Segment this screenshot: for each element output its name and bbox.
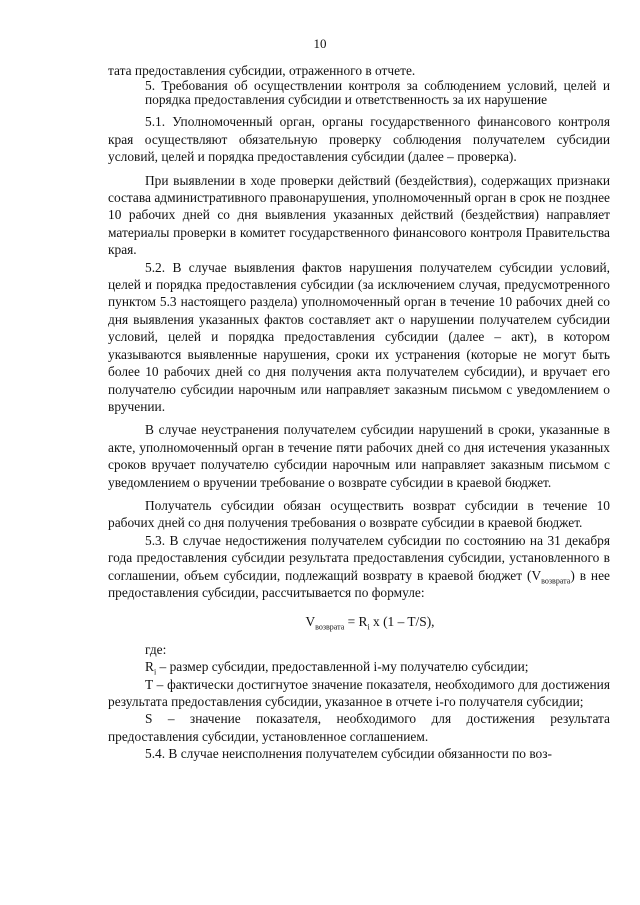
- section-heading-text: Требования об осуществлении контроля за соблюдением условий, целей и порядка предоставления субсидии и ответственность за их нарушение: [145, 78, 610, 108]
- definition-r: $R_i$ – размер субсидии, предоставленной i-му получателю субсидии;: [145, 659, 529, 677]
- paragraph-non-elimination: В случае неустранения получателем субсидии нарушений в сроки, указанные в акте, уполномоченный орган в течение пяти рабочих дней со дня истечения указанных сроков вручает получателю субсидии нарочным или направляет заказным письмом с уведомлением о вручении требование о возврате субсидии в краевой бюджет.: [108, 422, 610, 490]
- paragraph-5-1: 5.1. Уполномоченный орган, органы государственного финансового контроля края осуществляют обязательную проверку соблюдения получателем субсидии условий, целей и порядка предоставления субсидии (далее – проверка).: [108, 114, 610, 165]
- paragraph-return-obligation: Получатель субсидии обязан осуществить возврат субсидии в течение 10 рабочих дней со дня получения требования о возврате субсидии в краевой бюджет.: [108, 497, 610, 531]
- paragraph-5-2: 5.2. В случае выявления фактов нарушения получателем субсидии условий, целей и порядка предоставления субсидии (за исключением случая, предусмотренного пунктом 5.3 настоящего раздела) уполномоченный орган в течение 10 рабочих дней со дня выявления указанных фактов составляет акт о нарушении получателем субсидии условий, целей и порядка предоставления субсидии (далее – акт), в котором указываются выявленные нарушения, сроки их устранения (которые не могут быть более 10 рабочих дней со дня получения акта получателем субсидии), и вручает его получателю субсидии нарочным или направляет заказным письмом с уведомлением о вручении.: [108, 259, 610, 414]
- formula: $V_{возврата} = R_i$ x (1 – T/S),: [305, 614, 435, 633]
- paragraph-5-4: 5.4. В случае неисполнения получателем субсидии обязанности по воз-: [145, 746, 552, 762]
- definition-s: S – значение показателя, необходимого для достижения результата предоставления субсидии, установленное соглашением.: [108, 711, 610, 744]
- definition-t: T – фактически достигнутое значение показателя, необходимого для достижения результата предоставления субсидии, указанное в отчете i-го получателя субсидии;: [108, 676, 610, 709]
- where-label: где:: [145, 641, 167, 657]
- page-number: 10: [313, 36, 327, 51]
- section-heading-number: 5.: [145, 78, 156, 94]
- paragraph-5-3: 5.3. В случае недостижения получателем субсидии по состоянию на 31 декабря года предоставления субсидии результата предоставления субсидии, установленного в соглашении, объем субсидии, подлежащий возврату в краевой бюджет $(V_{возврата})$ в нее предоставления субсидии, рассчитывается по формуле:: [108, 532, 610, 600]
- paragraph-violations: При выявлении в ходе проверки действий (бездействия), содержащих признаки состава административного правонарушения, уполномоченный орган в срок не позднее 10 рабочих дней со дня выявления указанных действий (бездействия) направляет материалы проверки в комитет государственного финансового контроля Правительства края.: [108, 172, 610, 258]
- paragraph-continuation: тата предоставления субсидии, отраженного в отчете.: [108, 63, 416, 78]
- section-heading: [108, 79, 610, 107]
- document-body: [108, 62, 610, 763]
